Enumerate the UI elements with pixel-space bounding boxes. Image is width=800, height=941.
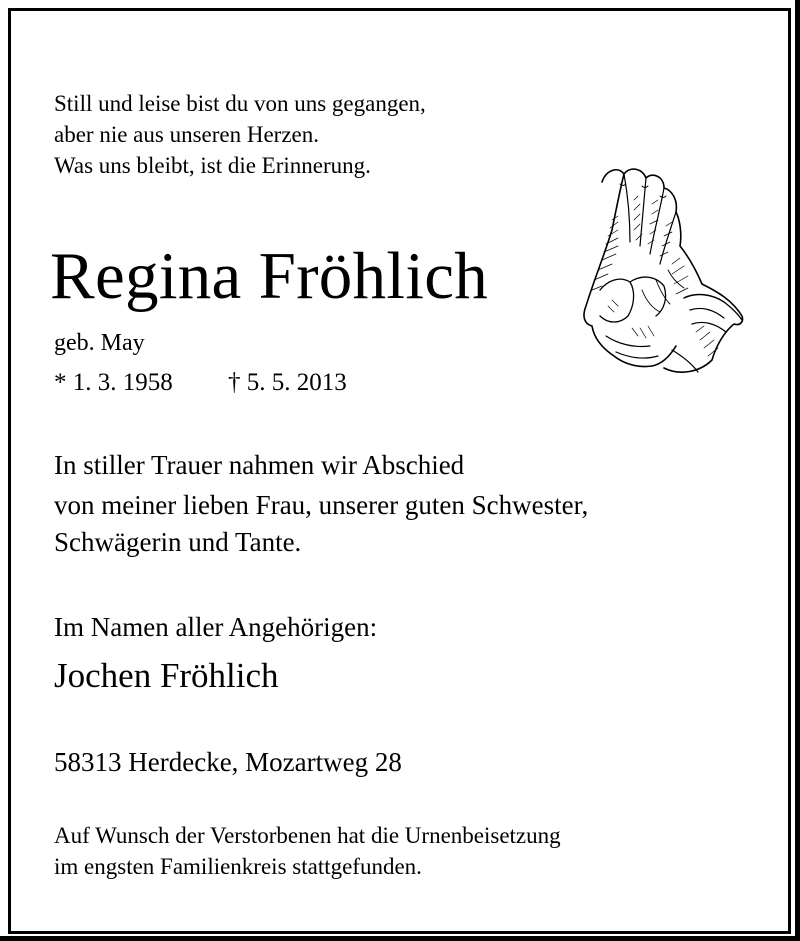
message-line-2: von meiner lieben Frau, unserer guten Schwester,	[54, 490, 589, 520]
praying-hands-icon	[572, 160, 748, 384]
message-line-3: Schwägerin und Tante.	[54, 527, 302, 557]
frame-shadow-right	[795, 0, 800, 941]
verse-line-2: aber nie aus unseren Herzen.	[54, 122, 320, 147]
signer-name: Jochen Fröhlich	[54, 656, 279, 695]
deceased-name: Regina Fröhlich	[50, 239, 489, 313]
address: 58313 Herdecke, Mozartweg 28	[54, 747, 402, 777]
verse-line-1: Still und leise bist du von uns gegangen,	[54, 91, 426, 116]
on-behalf-line: Im Namen aller Angehörigen:	[54, 612, 378, 642]
note-line-2: im engsten Familienkreis stattgefunden.	[54, 854, 422, 879]
verse-line-3: Was uns bleibt, ist die Erinnerung.	[54, 153, 371, 178]
maiden-name: geb. May	[54, 330, 145, 356]
note-line-1: Auf Wunsch der Verstorbenen hat die Urnenbeisetzung	[54, 823, 561, 848]
message-line-1: In stiller Trauer nahmen wir Abschied	[54, 450, 465, 480]
birth-date: * 1. 3. 1958	[54, 369, 173, 396]
frame-shadow-bottom	[0, 936, 800, 941]
death-date: † 5. 5. 2013	[228, 369, 347, 396]
